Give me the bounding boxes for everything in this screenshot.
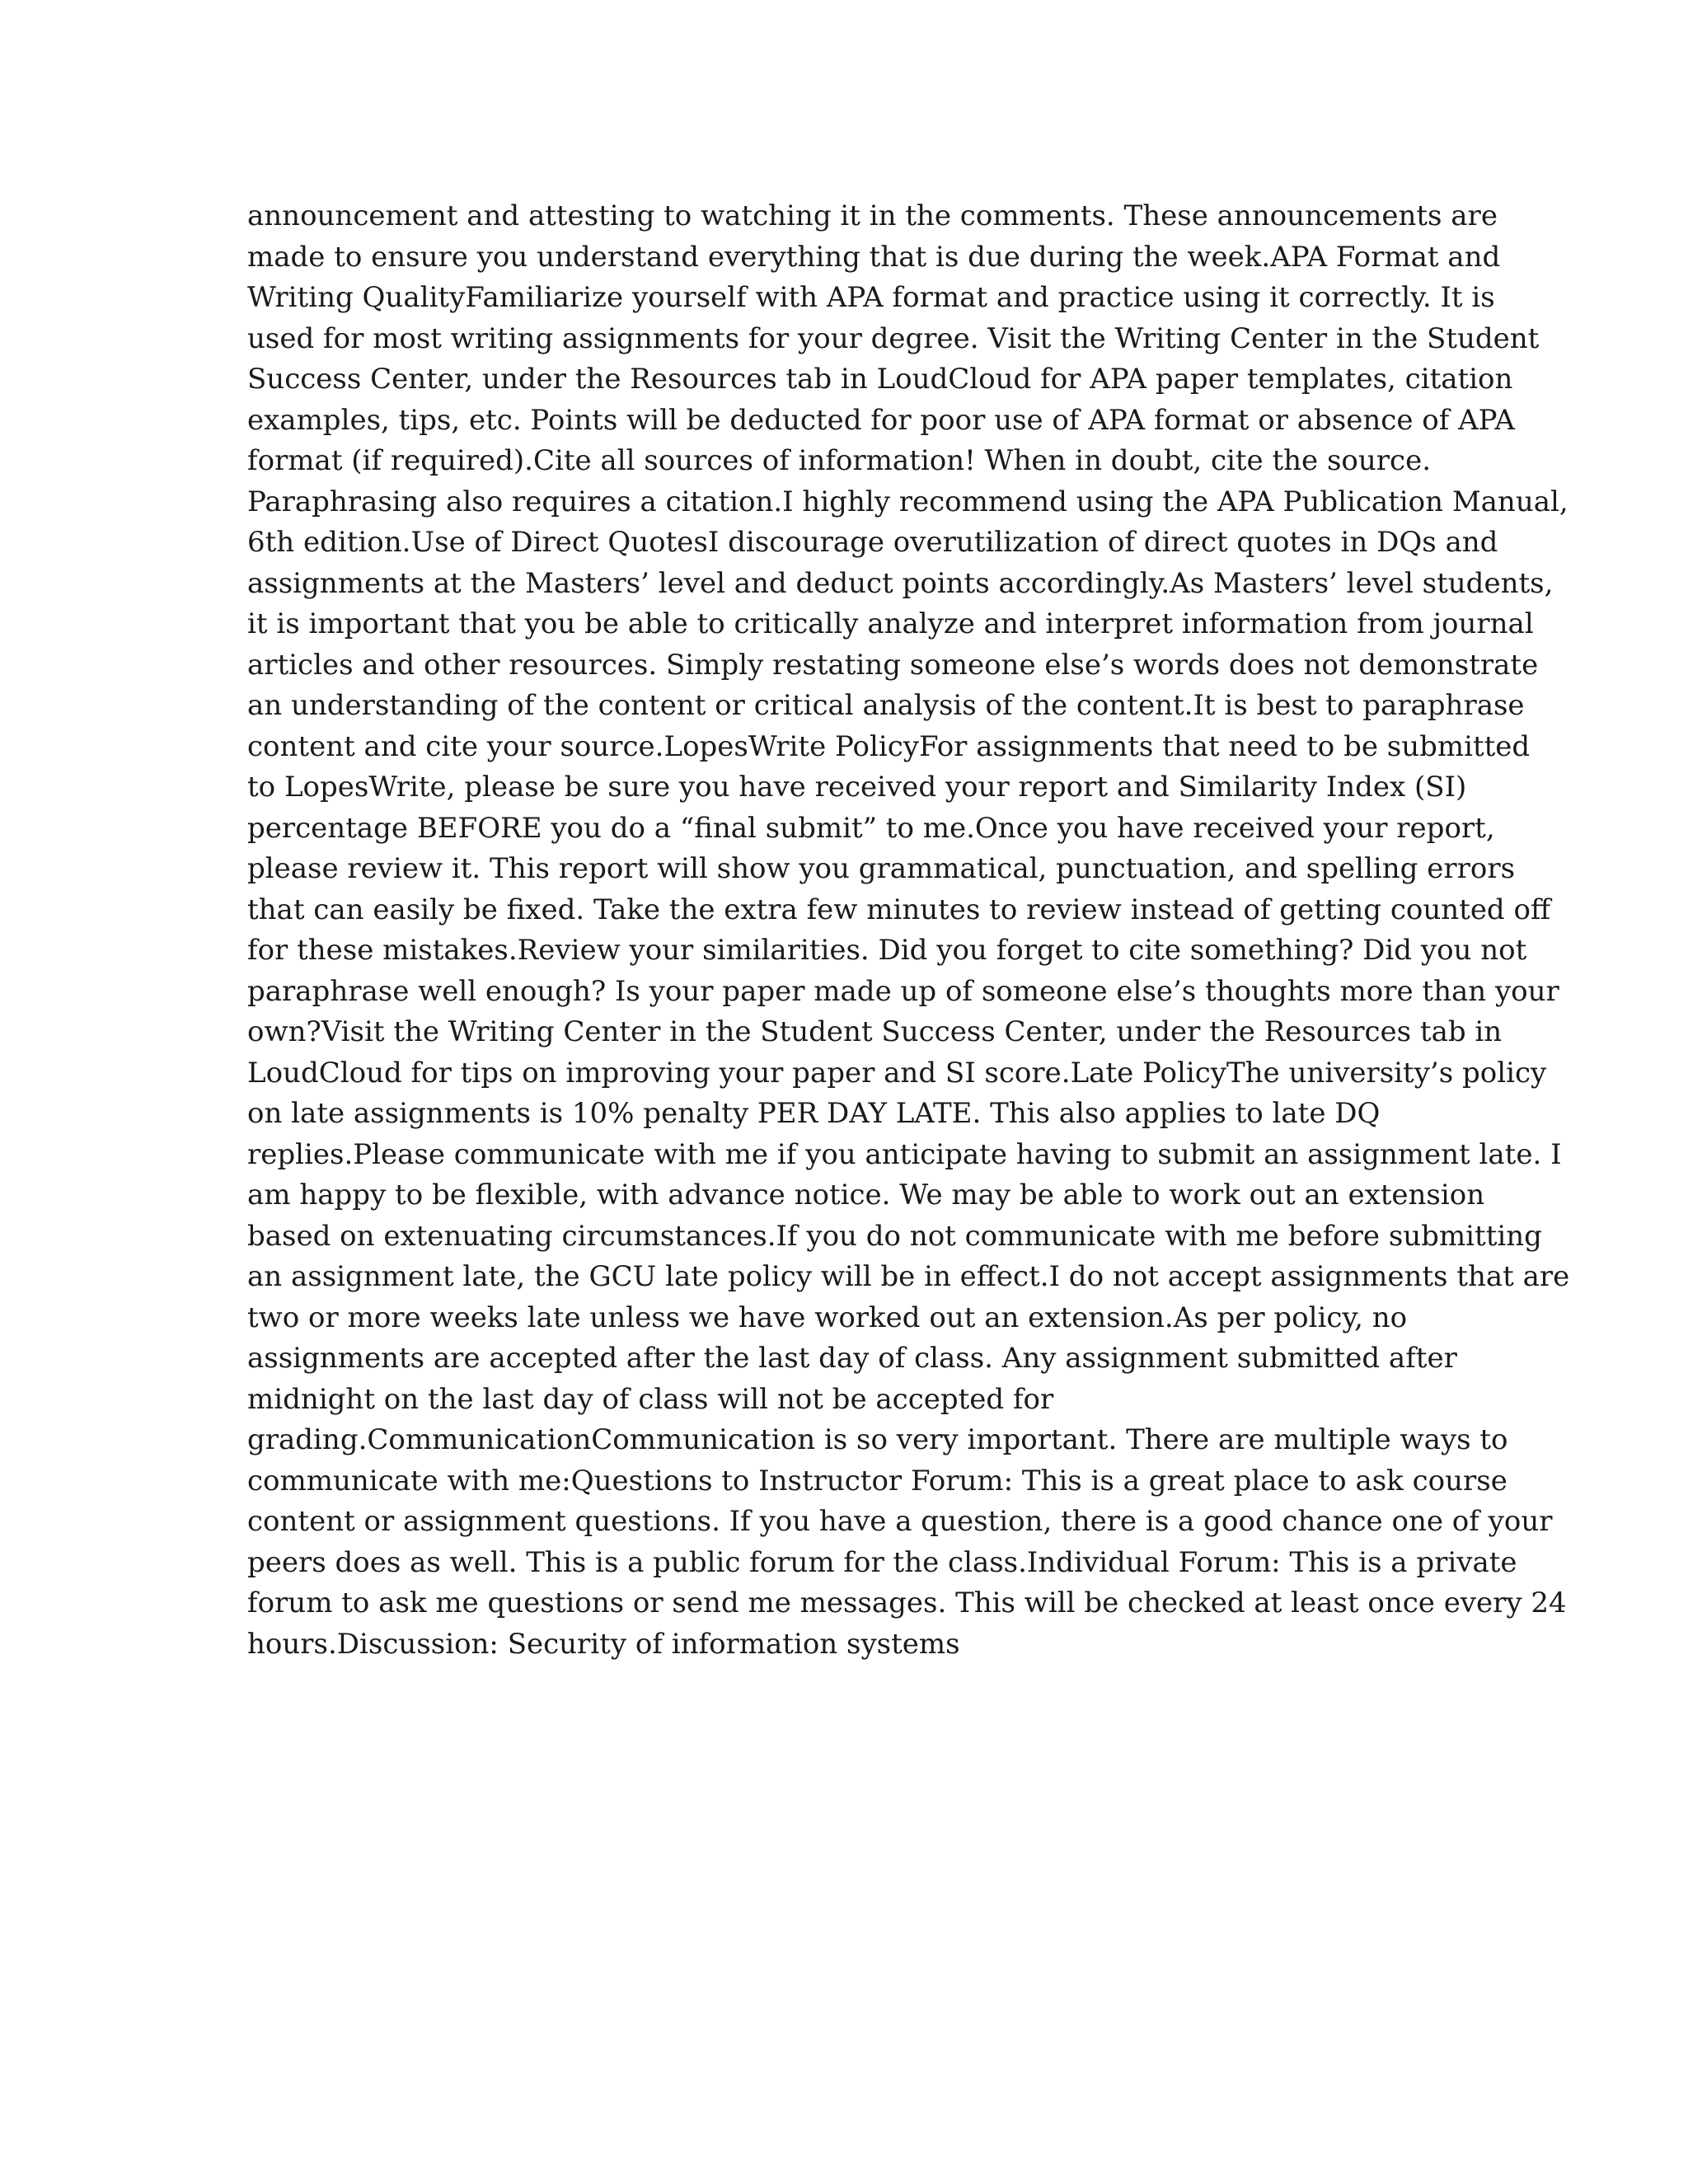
text-line: for these mistakes.Review your similarities. Did you forget to cite something? Did you not (247, 934, 1527, 967)
text-line: assignments at the Masters’ level and deduct points accordingly.As Masters’ level students, (247, 566, 1554, 600)
text-line: hours.Discussion: Security of information systems (247, 1627, 960, 1661)
text-line: Success Center, under the Resources tab in LoudCloud for APA paper templates, citation (247, 363, 1513, 396)
text-line: 6th edition.Use of Direct QuotesI discourage overutilization of direct quotes in DQs and (247, 526, 1498, 559)
text-line: am happy to be flexible, with advance notice. We may be able to work out an extension (247, 1179, 1485, 1212)
text-line: on late assignments is 10% penalty PER DAY LATE. This also applies to late DQ (247, 1097, 1381, 1130)
text-line: that can easily be fixed. Take the extra few minutes to review instead of getting counted off (247, 893, 1551, 926)
text-line: used for most writing assignments for your degree. Visit the Writing Center in the Student (247, 321, 1540, 355)
text-line: examples, tips, etc. Points will be deducted for poor use of APA format or absence of APA (247, 403, 1515, 437)
text-line: percentage BEFORE you do a “final submit” to me.Once you have received your report, (247, 811, 1495, 845)
text-line: content and cite your source.LopesWrite PolicyFor assignments that need to be submitted (247, 729, 1531, 763)
text-line: own?Visit the Writing Center in the Student Success Center, under the Resources tab in (247, 1015, 1503, 1048)
text-line: content or assignment questions. If you have a question, there is a good chance one of your (247, 1505, 1553, 1538)
text-line: midnight on the last day of class will not be accepted for (247, 1382, 1054, 1416)
text-line: assignments are accepted after the last day of class. Any assignment submitted after (247, 1342, 1457, 1375)
text-line: communicate with me:Questions to Instructor Forum: This is a great place to ask course (247, 1464, 1507, 1497)
text-line: it is important that you be able to critically analyze and interpret information from journal (247, 607, 1534, 640)
text-line: made to ensure you understand everything that is due during the week.APA Format and (247, 240, 1501, 274)
text-line: announcement and attesting to watching it in the comments. These announcements are (247, 199, 1498, 232)
text-line: an assignment late, the GCU late policy will be in effect.I do not accept assignments that are (247, 1260, 1570, 1293)
text-line: format (if required).Cite all sources of information! When in doubt, cite the source. (247, 444, 1432, 477)
text-line: replies.Please communicate with me if you anticipate having to submit an assignment late. I (247, 1137, 1562, 1171)
body-text (247, 196, 1570, 1665)
text-line: grading.CommunicationCommunication is so very important. There are multiple ways to (247, 1423, 1508, 1456)
text-line: please review it. This report will show you grammatical, punctuation, and spelling errors (247, 852, 1516, 885)
text-line: Paraphrasing also requires a citation.I highly recommend using the APA Publication Manual, (247, 485, 1568, 518)
text-line: to LopesWrite, please be sure you have received your report and Similarity Index (SI) (247, 771, 1467, 804)
text-line: two or more weeks late unless we have worked out an extension.As per policy, no (247, 1301, 1408, 1334)
text-line: Writing QualityFamiliarize yourself with APA format and practice using it correctly. It is (247, 281, 1495, 314)
text-line: forum to ask me questions or send me messages. This will be checked at least once every 24 (247, 1586, 1567, 1619)
text-line: peers does as well. This is a public forum for the class.Individual Forum: This is a private (247, 1545, 1517, 1579)
text-line: paraphrase well enough? Is your paper made up of someone else’s thoughts more than your (247, 974, 1559, 1008)
text-line: articles and other resources. Simply restating someone else’s words does not demonstrate (247, 648, 1539, 682)
text-line: an understanding of the content or critical analysis of the content.It is best to paraphrase (247, 689, 1525, 722)
text-line: based on extenuating circumstances.If you do not communicate with me before submitting (247, 1219, 1542, 1253)
text-line: LoudCloud for tips on improving your paper and SI score.Late PolicyThe university’s policy (247, 1056, 1547, 1090)
